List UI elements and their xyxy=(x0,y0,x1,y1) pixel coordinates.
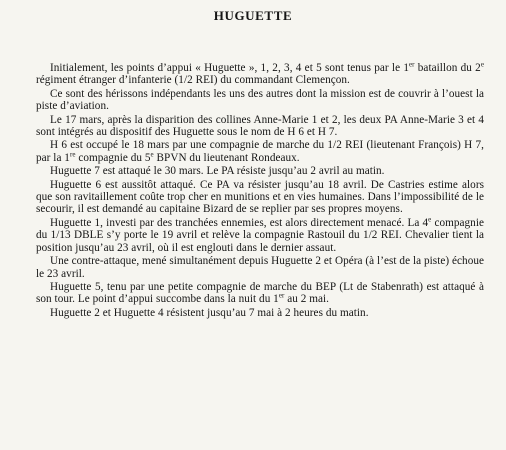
paragraph-6: Huguette 6 est aussitôt attaqué. Ce PA va résister jusqu’au 18 avril. De Castries estime alors que son ravitaillement coûte trop cher en munitions et en vies humaines. Dans l’impossibilité de le secourir, il est demandé au capitaine Bizard de se replier par ses propres moyens. xyxy=(36,178,484,216)
paragraph-4: H 6 est occupé le 18 mars par une compagnie de marche du 1/2 REI (lieutenant François) H 7, par la 1re compagnie du 5e BPVN du lieutenant Rondeaux. xyxy=(36,139,484,164)
paragraph-3: Le 17 mars, après la disparition des collines Anne-Marie 1 et 2, les deux PA Anne-Marie 3 et 4 sont intégrés au dispositif des Huguette sous le nom de H 6 et H 7. xyxy=(36,113,484,139)
paragraph-8: Une contre-attaque, mené simultanément depuis Huguette 2 et Opéra (à l’est de la piste) échoue le 23 avril. xyxy=(36,255,484,280)
paragraph-10: Huguette 2 et Huguette 4 résistent jusqu’au 7 mai à 2 heures du matin. xyxy=(50,306,369,319)
paragraph-1: Initialement, les points d’appui « Huguette », 1, 2, 3, 4 et 5 sont tenus par le 1er bataillon du 2e régiment étranger d’infanterie (1/2 REI) du commandant Clemençon. xyxy=(36,60,484,87)
paragraph-9: Huguette 5, tenu par une petite compagnie de marche du BEP (Lt de Stabenrath) est attaqué à son tour. Le point d’appui succombe dans la nuit du 1er au 2 mai. xyxy=(36,280,484,306)
page-title: HUGUETTE xyxy=(213,8,293,23)
paragraph-5: Huguette 7 est attaqué le 30 mars. Le PA résiste jusqu’au 2 avril au matin. xyxy=(50,165,385,178)
paragraph-2: Ce sont des hérissons indépendants les uns des autres dont la mission est de couvrir à l’ouest la piste d’aviation. xyxy=(36,87,484,113)
paragraph-7: Huguette 1, investi par des tranchées ennemies, est alors directement menacé. La 4e compagnie du 1/13 DBLE s’y porte le 19 avril et relève la compagnie Rastouil du 1/2 REI. Chevalier tient la position jusqu’au 23 avril, où il est englouti dans le dernier assaut. xyxy=(36,215,484,254)
document-body xyxy=(36,62,484,320)
